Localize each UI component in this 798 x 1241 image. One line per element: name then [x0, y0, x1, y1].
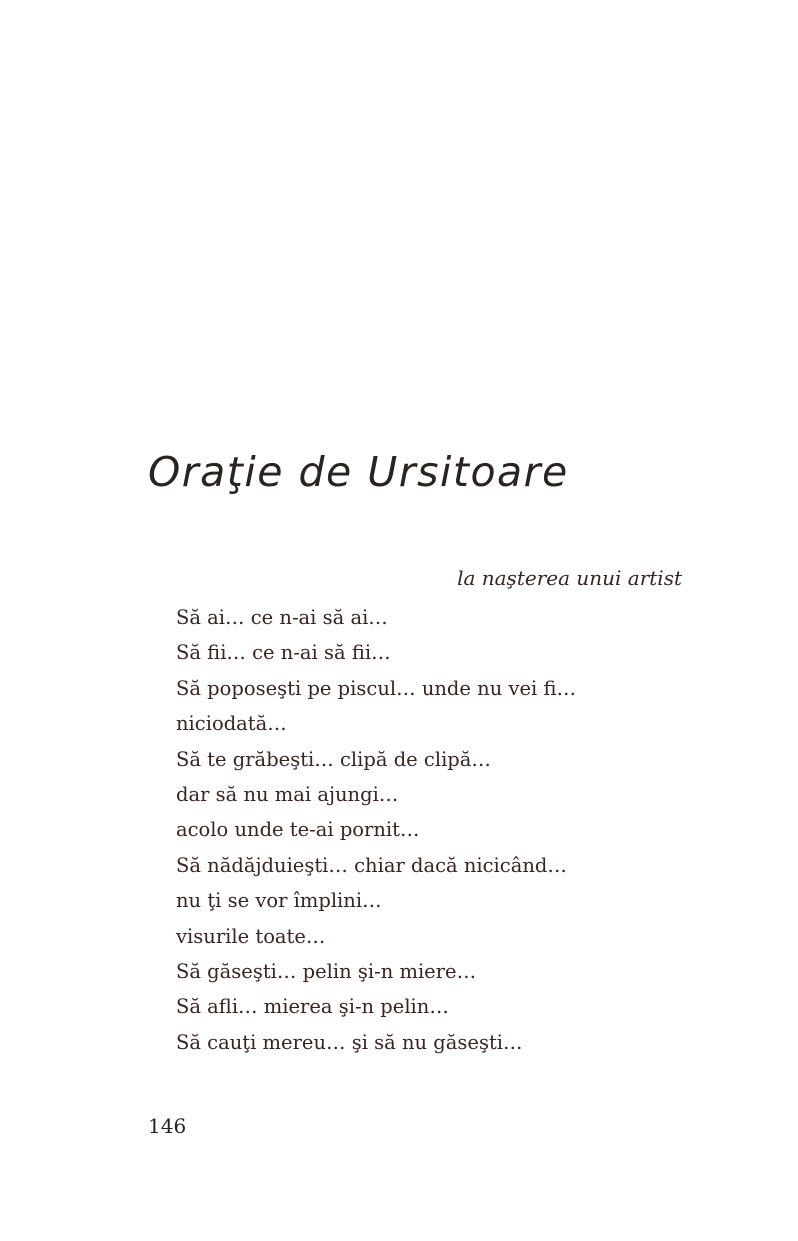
poem-line: Să găseşti… pelin şi-n miere…	[176, 960, 477, 984]
poem-line: Să te grăbeşti… clipă de clipă…	[176, 747, 491, 771]
page-number: 146	[148, 1114, 187, 1138]
poem-line: Să nădăjduieşti… chiar dacă nicicând…	[176, 853, 567, 877]
poem-line: Să poposeşti pe piscul… unde nu vei fi…	[176, 676, 576, 700]
poem-body	[176, 600, 576, 1060]
poem-line: nu ţi se vor împlini…	[176, 889, 382, 913]
poem-line: acolo unde te-ai pornit…	[176, 818, 420, 842]
poem-line: Să fii… ce n-ai să fii…	[176, 641, 391, 665]
poem-line: visurile toate…	[176, 924, 326, 948]
poem-line: dar să nu mai ajungi…	[176, 783, 399, 807]
poem-dedication: la naşterea unui artist	[457, 566, 682, 590]
poem-title: Oraţie de Ursitoare	[148, 448, 569, 496]
poem-line: Să cauţi mereu… şi să nu găseşti…	[176, 1030, 523, 1054]
poem-line: niciodată…	[176, 712, 287, 736]
poem-line: Să afli… mierea şi-n pelin…	[176, 995, 449, 1019]
poem-line: Să ai… ce n-ai să ai…	[176, 606, 388, 629]
